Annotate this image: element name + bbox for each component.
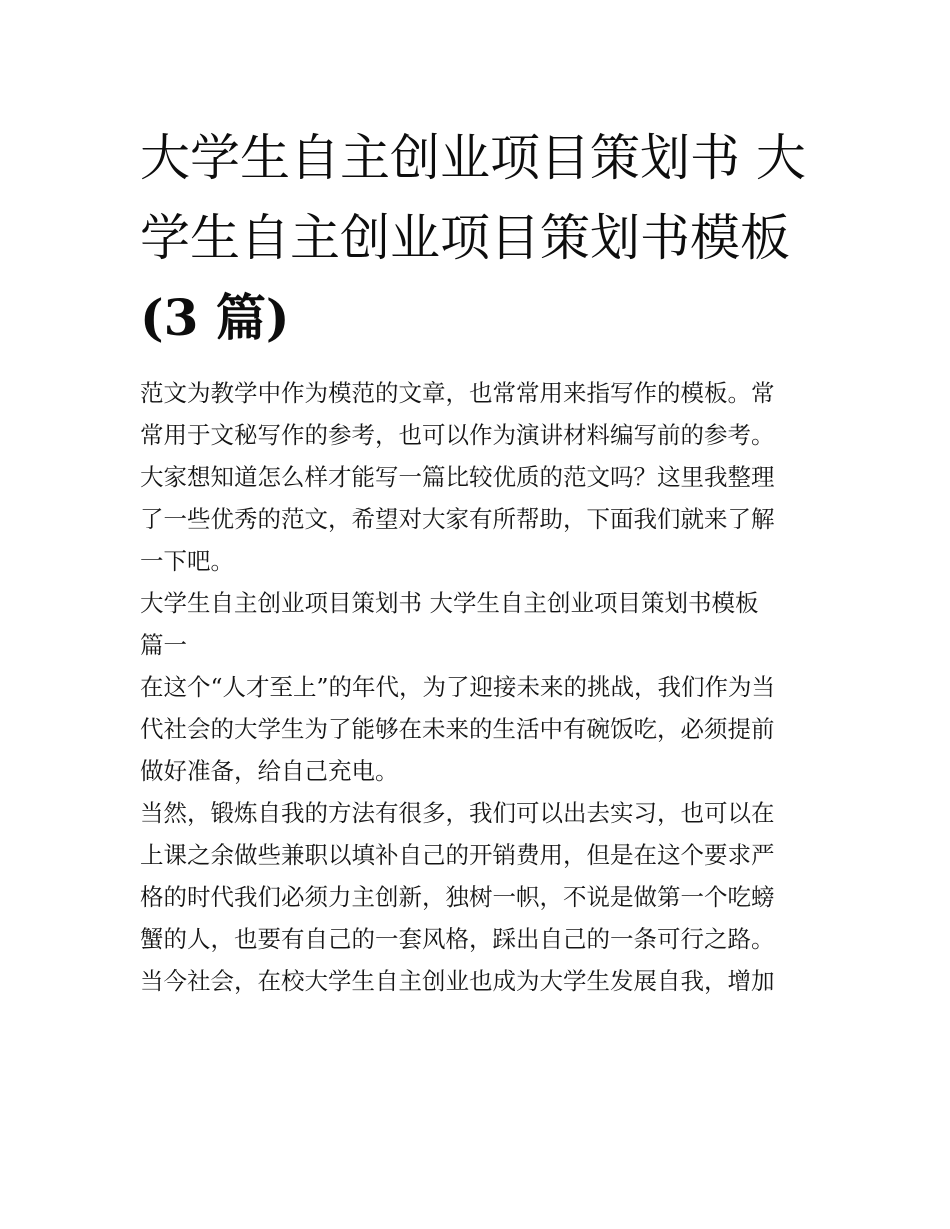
body-line: 在这个“人才至上”的年代，为了迎接未来的挑战，我们作为当 (140, 673, 776, 701)
body-line: 常用于文秘写作的参考，也可以作为演讲材料编写前的参考。 (140, 421, 775, 449)
section-heading-line: 篇一 (140, 631, 187, 659)
body-line: 格的时代我们必须力主创新，独树一帜，不说是做第一个吃螃 (140, 883, 775, 911)
body-line: 了一些优秀的范文，希望对大家有所帮助，下面我们就来了解 (140, 505, 775, 533)
body-line: 一下吧。 (140, 547, 234, 575)
title-line: (3 篇) (140, 288, 290, 347)
body-line: 上课之余做些兼职以填补自己的开销费用，但是在这个要求严 (140, 841, 775, 869)
document-content (140, 118, 820, 1002)
body-line: 当然，锻炼自我的方法有很多，我们可以出去实习，也可以在 (140, 799, 775, 827)
section-heading-line: 大学生自主创业项目策划书 大学生自主创业项目策划书模板 (140, 589, 759, 617)
body-line: 做好准备，给自己充电。 (140, 757, 399, 785)
body-line: 当今社会，在校大学生自主创业也成为大学生发展自我，增加 (140, 967, 775, 995)
document-body (140, 372, 820, 1002)
body-line: 代社会的大学生为了能够在未来的生活中有碗饭吃，必须提前 (140, 715, 775, 743)
body-line: 蟹的人，也要有自己的一套风格，踩出自己的一条可行之路。 (140, 925, 775, 953)
title-line: 学生自主创业项目策划书模板 (140, 209, 790, 267)
document-title (140, 118, 820, 358)
body-line: 范文为教学中作为模范的文章，也常常用来指写作的模板。常 (140, 379, 775, 407)
body-line: 大家想知道怎么样才能写一篇比较优质的范文吗？这里我整理 (140, 463, 775, 491)
title-line: 大学生自主创业项目策划书 大 (140, 129, 806, 187)
